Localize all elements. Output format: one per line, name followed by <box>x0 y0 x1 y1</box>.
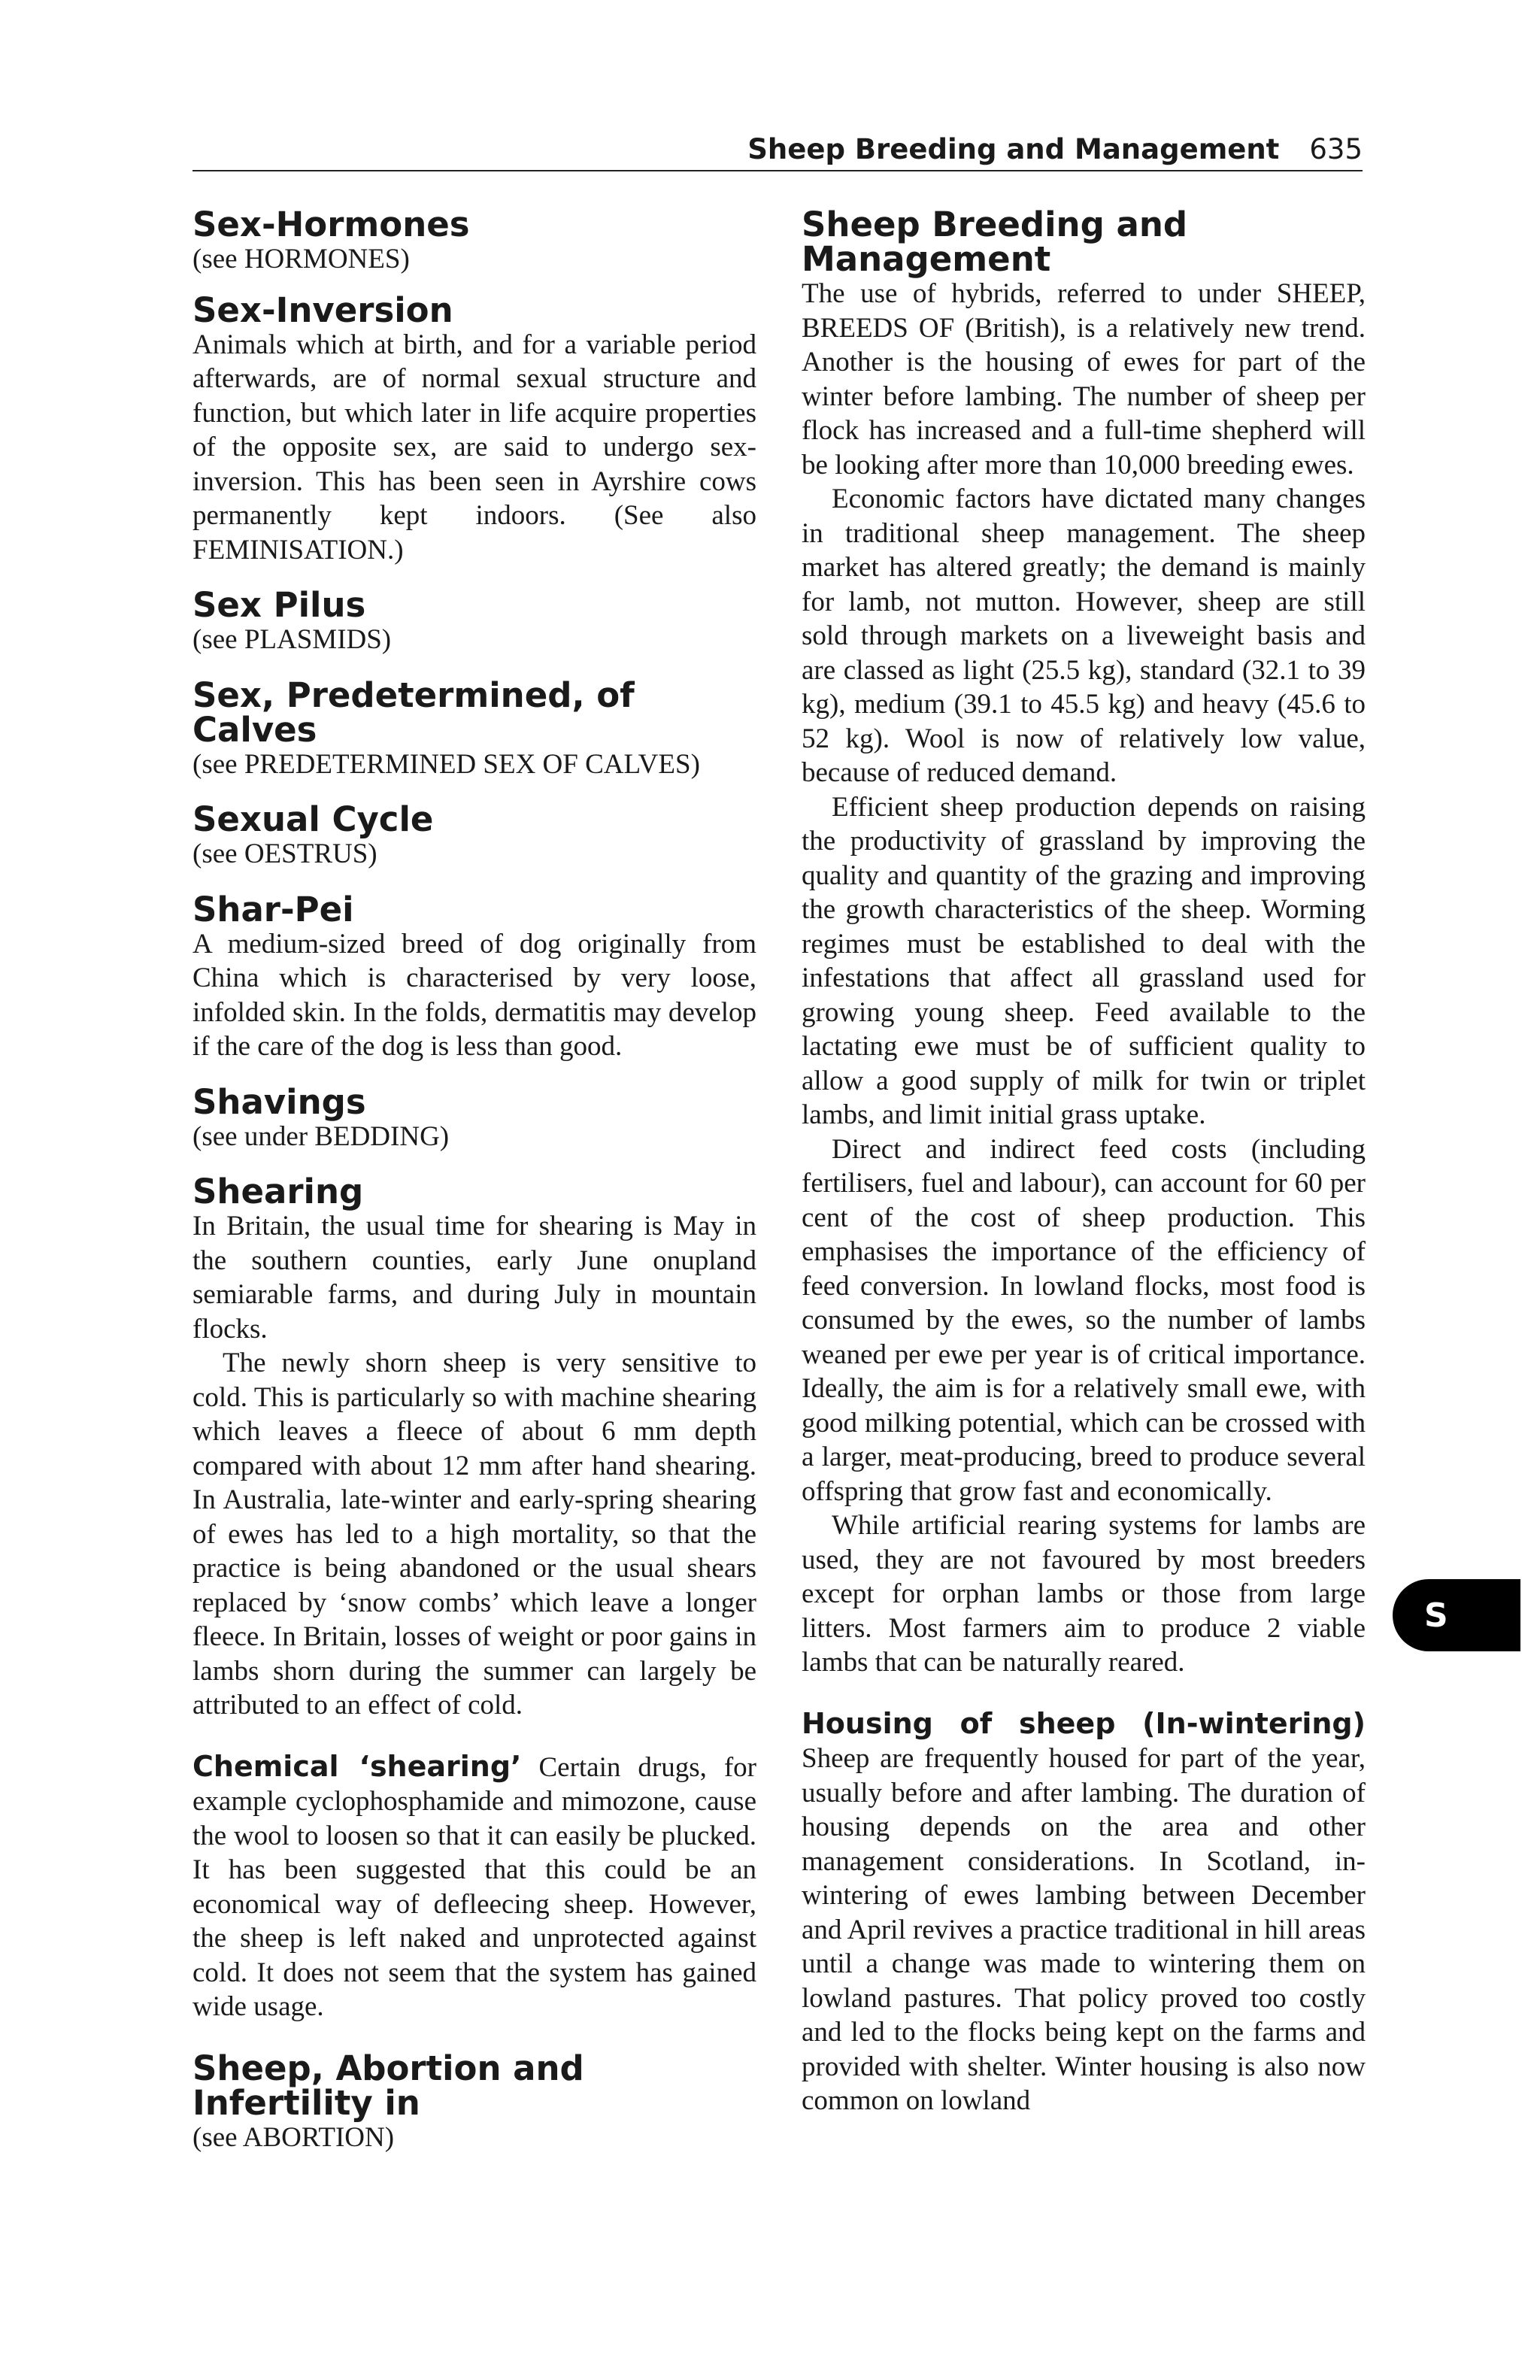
running-head <box>192 126 1363 171</box>
entry-sex-hormones <box>192 205 756 277</box>
thumb-index-tab <box>1393 1579 1520 1651</box>
entry-body: A medium-sized breed of dog originally from China which is characterised by very loose, infolded skin. In the folds, dermatitis may develop if the care of the dog is less than good. <box>192 928 756 1062</box>
cross-reference: (see under BEDDING) <box>192 1120 450 1152</box>
subheading: Housing of sheep (In-wintering) <box>802 1706 1366 1740</box>
headword: Sheep Breeding and Management <box>802 205 1188 279</box>
headword: Sex, Predetermined, of Calves <box>192 675 635 750</box>
entry-sexual-cycle <box>192 799 756 872</box>
entry-sheep-breeding <box>802 205 1366 1680</box>
headword: Sheep, Abortion and Infertility in <box>192 2048 584 2123</box>
headword: Sex Pilus <box>192 585 366 625</box>
entry-sex-inversion <box>192 290 756 568</box>
entry-sex-predetermined <box>192 675 756 782</box>
headword: Shavings <box>192 1081 366 1122</box>
entry-paragraph: While artificial rearing systems for lambs are used, they are not favoured by most breeders except for orphan lambs or those from large litters. Most farmers aim to produce 2 viable lambs that can be naturally reared. <box>802 1510 1366 1678</box>
headword: Sexual Cycle <box>192 799 434 839</box>
entry-chemical-shearing <box>192 1750 756 2024</box>
cross-reference: (see HORMONES) <box>192 244 410 274</box>
entry-shearing <box>192 1172 756 1723</box>
entry-paragraph: The newly shorn sheep is very sensitive to cold. This is particularly so with machine shearing which leaves a fleece of about 6 mm depth compared with about 12 mm after hand shearing. In Australia, late-winter and early-spring shearing of ewes has led to a high mortality, so that the practice is being abandoned or the usual shears replaced by ‘snow combs’ which leave a longer fleece. In Britain, losses of weight or poor gains in lambs shorn during the summer can largely be attributed to an effect of cold. <box>192 1348 756 1721</box>
entry-housing-of-sheep <box>802 1707 1366 2118</box>
entry-paragraph: Efficient sheep production depends on raising the productivity of grassland by improving the quality and quantity of the grazing and improving the growth characteristics of the sheep. Worming regimes must be established to deal with the infestations that affect all grassland used for growing young sheep. Feed available to the lactating ewe must be of sufficient quality to allow a good supply of milk for twin or triplet lambs, and limit initial grass uptake. <box>802 791 1366 1130</box>
thumb-index-letter: S <box>1424 1596 1448 1635</box>
entry-body: Certain drugs, for example cyclophosphamide and mimozone, cause the wool to loosen so that it can easily be plucked. It has been suggested that this could be an economical way of defleecing sheep. However, the sheep is left naked and unprotected against cold. It does not seem that the system has gained wide usage. <box>192 1751 756 2022</box>
headword: Sex-Inversion <box>192 290 453 330</box>
entry-sheep-abortion <box>192 2048 756 2155</box>
headword: Shar-Pei <box>192 889 354 929</box>
entry-paragraph: Direct and indirect feed costs (including fertilisers, fuel and labour), can account for 60 per cent of the cost of sheep production. This emphasises the importance of the efficiency of feed conversion. In lowland flocks, most food is consumed by the ewes, so the number of lambs weaned per ewe per year is of critical importance. Ideally, the aim is for a relatively small ewe, with good milking potential, which can be crossed with a larger, meat-producing, breed to produce several offspring that grow fast and economically. <box>802 1133 1366 1507</box>
headword: Shearing <box>192 1172 364 1211</box>
headword: Sex-Hormones <box>192 205 470 244</box>
cross-reference: (see PLASMIDS) <box>192 624 392 655</box>
entry-shar-pei <box>192 889 756 1064</box>
page-number: 635 <box>1309 133 1363 165</box>
entry-paragraph: Economic factors have dictated many changes in traditional sheep management. The sheep market has altered greatly; the demand is mainly for lamb, not mutton. However, sheep are still sold through markets on a liveweight basis and are classed as light (25.5 kg), standard (32.1 to 39 kg), medium (39.1 to 45.5 kg) and heavy (45.6 to 52 kg). Wool is now of relatively low value, because of reduced demand. <box>802 484 1366 788</box>
running-title: Sheep Breeding and Management <box>747 133 1280 165</box>
right-column <box>802 197 1366 2118</box>
entry-body: Sheep are frequently housed for part of the year, usually before and after lambing. The duration of housing depends on the area and other management considerations. In Scotland, in-wintering of ewes lambing between December and April revives a practice traditional in hill areas until a change was made to wintering them on lowland pastures. That policy proved too costly and led to the flocks being kept on the farms and provided with shelter. Winter housing is also now common on lowland <box>802 1743 1366 2116</box>
entry-shavings <box>192 1081 756 1154</box>
entry-paragraph: The use of hybrids, referred to under SHEEP, BREEDS OF (British), is a relatively new trend. Another is the housing of ewes for part of the winter before lambing. The number of sheep per flock has increased and a full-time shepherd will be looking after more than 10,000 breeding ewes. <box>802 278 1366 481</box>
cross-reference: (see ABORTION) <box>192 2121 395 2153</box>
entry-paragraph: In Britain, the usual time for shearing is May in the southern counties, early June onupland semiarable farms, and during July in mountain flocks. <box>192 1211 756 1345</box>
cross-reference: (see PREDETERMINED SEX OF CALVES) <box>192 748 700 780</box>
entry-body: Animals which at birth, and for a variable period afterwards, are of normal sexual structure and function, but which later in life acquire properties of the opposite sex, are said to undergo sex-inversion. This has been seen in Ayrshire cows permanently kept indoors. (See also FEMINISATION.) <box>192 329 756 565</box>
entry-sex-pilus <box>192 585 756 657</box>
subheading: Chemical ‘shearing’ <box>192 1749 522 1783</box>
left-column <box>192 197 756 2154</box>
cross-reference: (see OESTRUS) <box>192 838 377 869</box>
